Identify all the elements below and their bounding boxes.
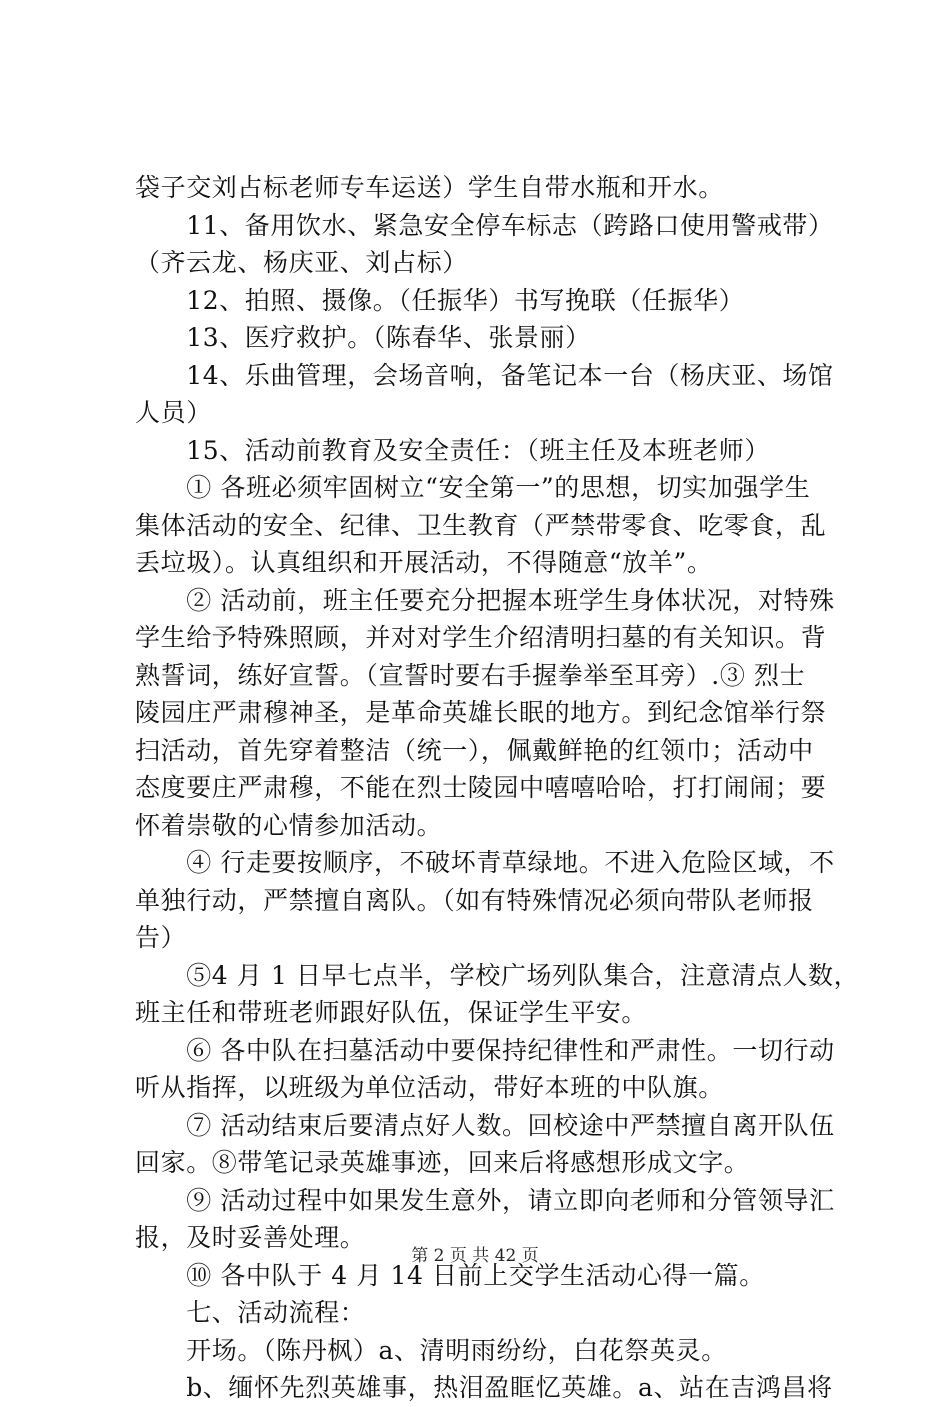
text-line: 陵园庄严肃穆神圣，是革命英雄长眠的地方。到纪念馆举行祭 — [135, 698, 827, 727]
text-line: ④ 行走要按顺序，不破坏青草绿地。不进入危险区域，不 — [135, 848, 835, 877]
text-line: 态度要庄严肃穆，不能在烈士陵园中嘻嘻哈哈，打打闹闹；要 — [135, 773, 827, 802]
text-line: 11、备用饮水、紧急安全停车标志（跨路口使用警戒带） — [135, 210, 834, 240]
text-line: 人员） — [135, 398, 212, 427]
text-line: 熟誓词，练好宣誓。（宣誓时要右手握拳举至耳旁）.③ 烈士 — [135, 660, 806, 690]
document-body — [135, 169, 860, 1407]
text-line: 13、医疗救护。（陈春华、张景丽） — [135, 323, 591, 352]
text-line: 单独行动，严禁擅自离队。（如有特殊情况必须向带队老师报 — [135, 885, 814, 915]
text-line: 14、乐曲管理，会场音响，备笔记本一台（杨庆亚、场馆 — [135, 360, 834, 390]
text-line: 15、活动前教育及安全责任：（班主任及本班老师） — [135, 435, 770, 465]
text-line: b、缅怀先烈英雄事，热泪盈眶忆英雄。a、站在吉鸿昌将 — [135, 1373, 833, 1402]
text-line: 扫活动，首先穿着整洁（统一），佩戴鲜艳的红领巾；活动中 — [135, 735, 814, 765]
text-line: 回家。⑧带笔记录英雄事迹，回来后将感想形成文字。 — [135, 1148, 750, 1177]
text-line: 袋子交刘占标老师专车运送）学生自带水瓶和开水。 — [135, 173, 724, 202]
text-line: ⑩ 各中队于 4 月 14 日前上交学生活动心得一篇。 — [135, 1260, 765, 1290]
text-line: 12、拍照、摄像。（任振华）书写挽联（任振华） — [135, 285, 745, 315]
page-footer: 第 2 页 共 42 页 — [411, 1246, 539, 1266]
text-line: 丢垃圾）。认真组织和开展活动，不得随意“放羊”。 — [135, 548, 713, 577]
text-line: 报，及时妥善处理。 — [135, 1223, 366, 1252]
text-line: 听从指挥，以班级为单位活动，带好本班的中队旗。 — [135, 1073, 724, 1102]
text-line: 告） — [135, 923, 187, 952]
text-line: ⑥ 各中队在扫墓活动中要保持纪律性和严肃性。一切行动 — [135, 1035, 835, 1065]
text-line: ⑤4 月 1 日早七点半，学校广场列队集合，注意清点人数， — [135, 960, 860, 990]
text-line: ② 活动前，班主任要充分把握本班学生身体状况，对特殊 — [135, 585, 835, 615]
text-line: 怀着崇敬的心情参加活动。 — [135, 810, 443, 840]
text-line: ① 各班必须牢固树立“安全第一”的思想，切实加强学生 — [135, 473, 811, 502]
text-line: 学生给予特殊照顾，并对对学生介绍清明扫墓的有关知识。背 — [135, 623, 827, 652]
text-line: 开场。（陈丹枫）a、清明雨纷纷，白花祭英灵。 — [135, 1335, 727, 1365]
text-line: 班主任和带班老师跟好队伍，保证学生平安。 — [135, 998, 648, 1027]
text-line: 七、活动流程： — [135, 1298, 366, 1327]
text-line: 集体活动的安全、纪律、卫生教育（严禁带零食、吃零食，乱 — [135, 510, 827, 540]
text-line: （齐云龙、杨庆亚、刘占标） — [135, 248, 468, 277]
text-line: ⑦ 活动结束后要清点好人数。回校途中严禁擅自离开队伍 — [135, 1110, 835, 1140]
text-line: ⑨ 活动过程中如果发生意外，请立即向老师和分管领导汇 — [135, 1185, 835, 1215]
